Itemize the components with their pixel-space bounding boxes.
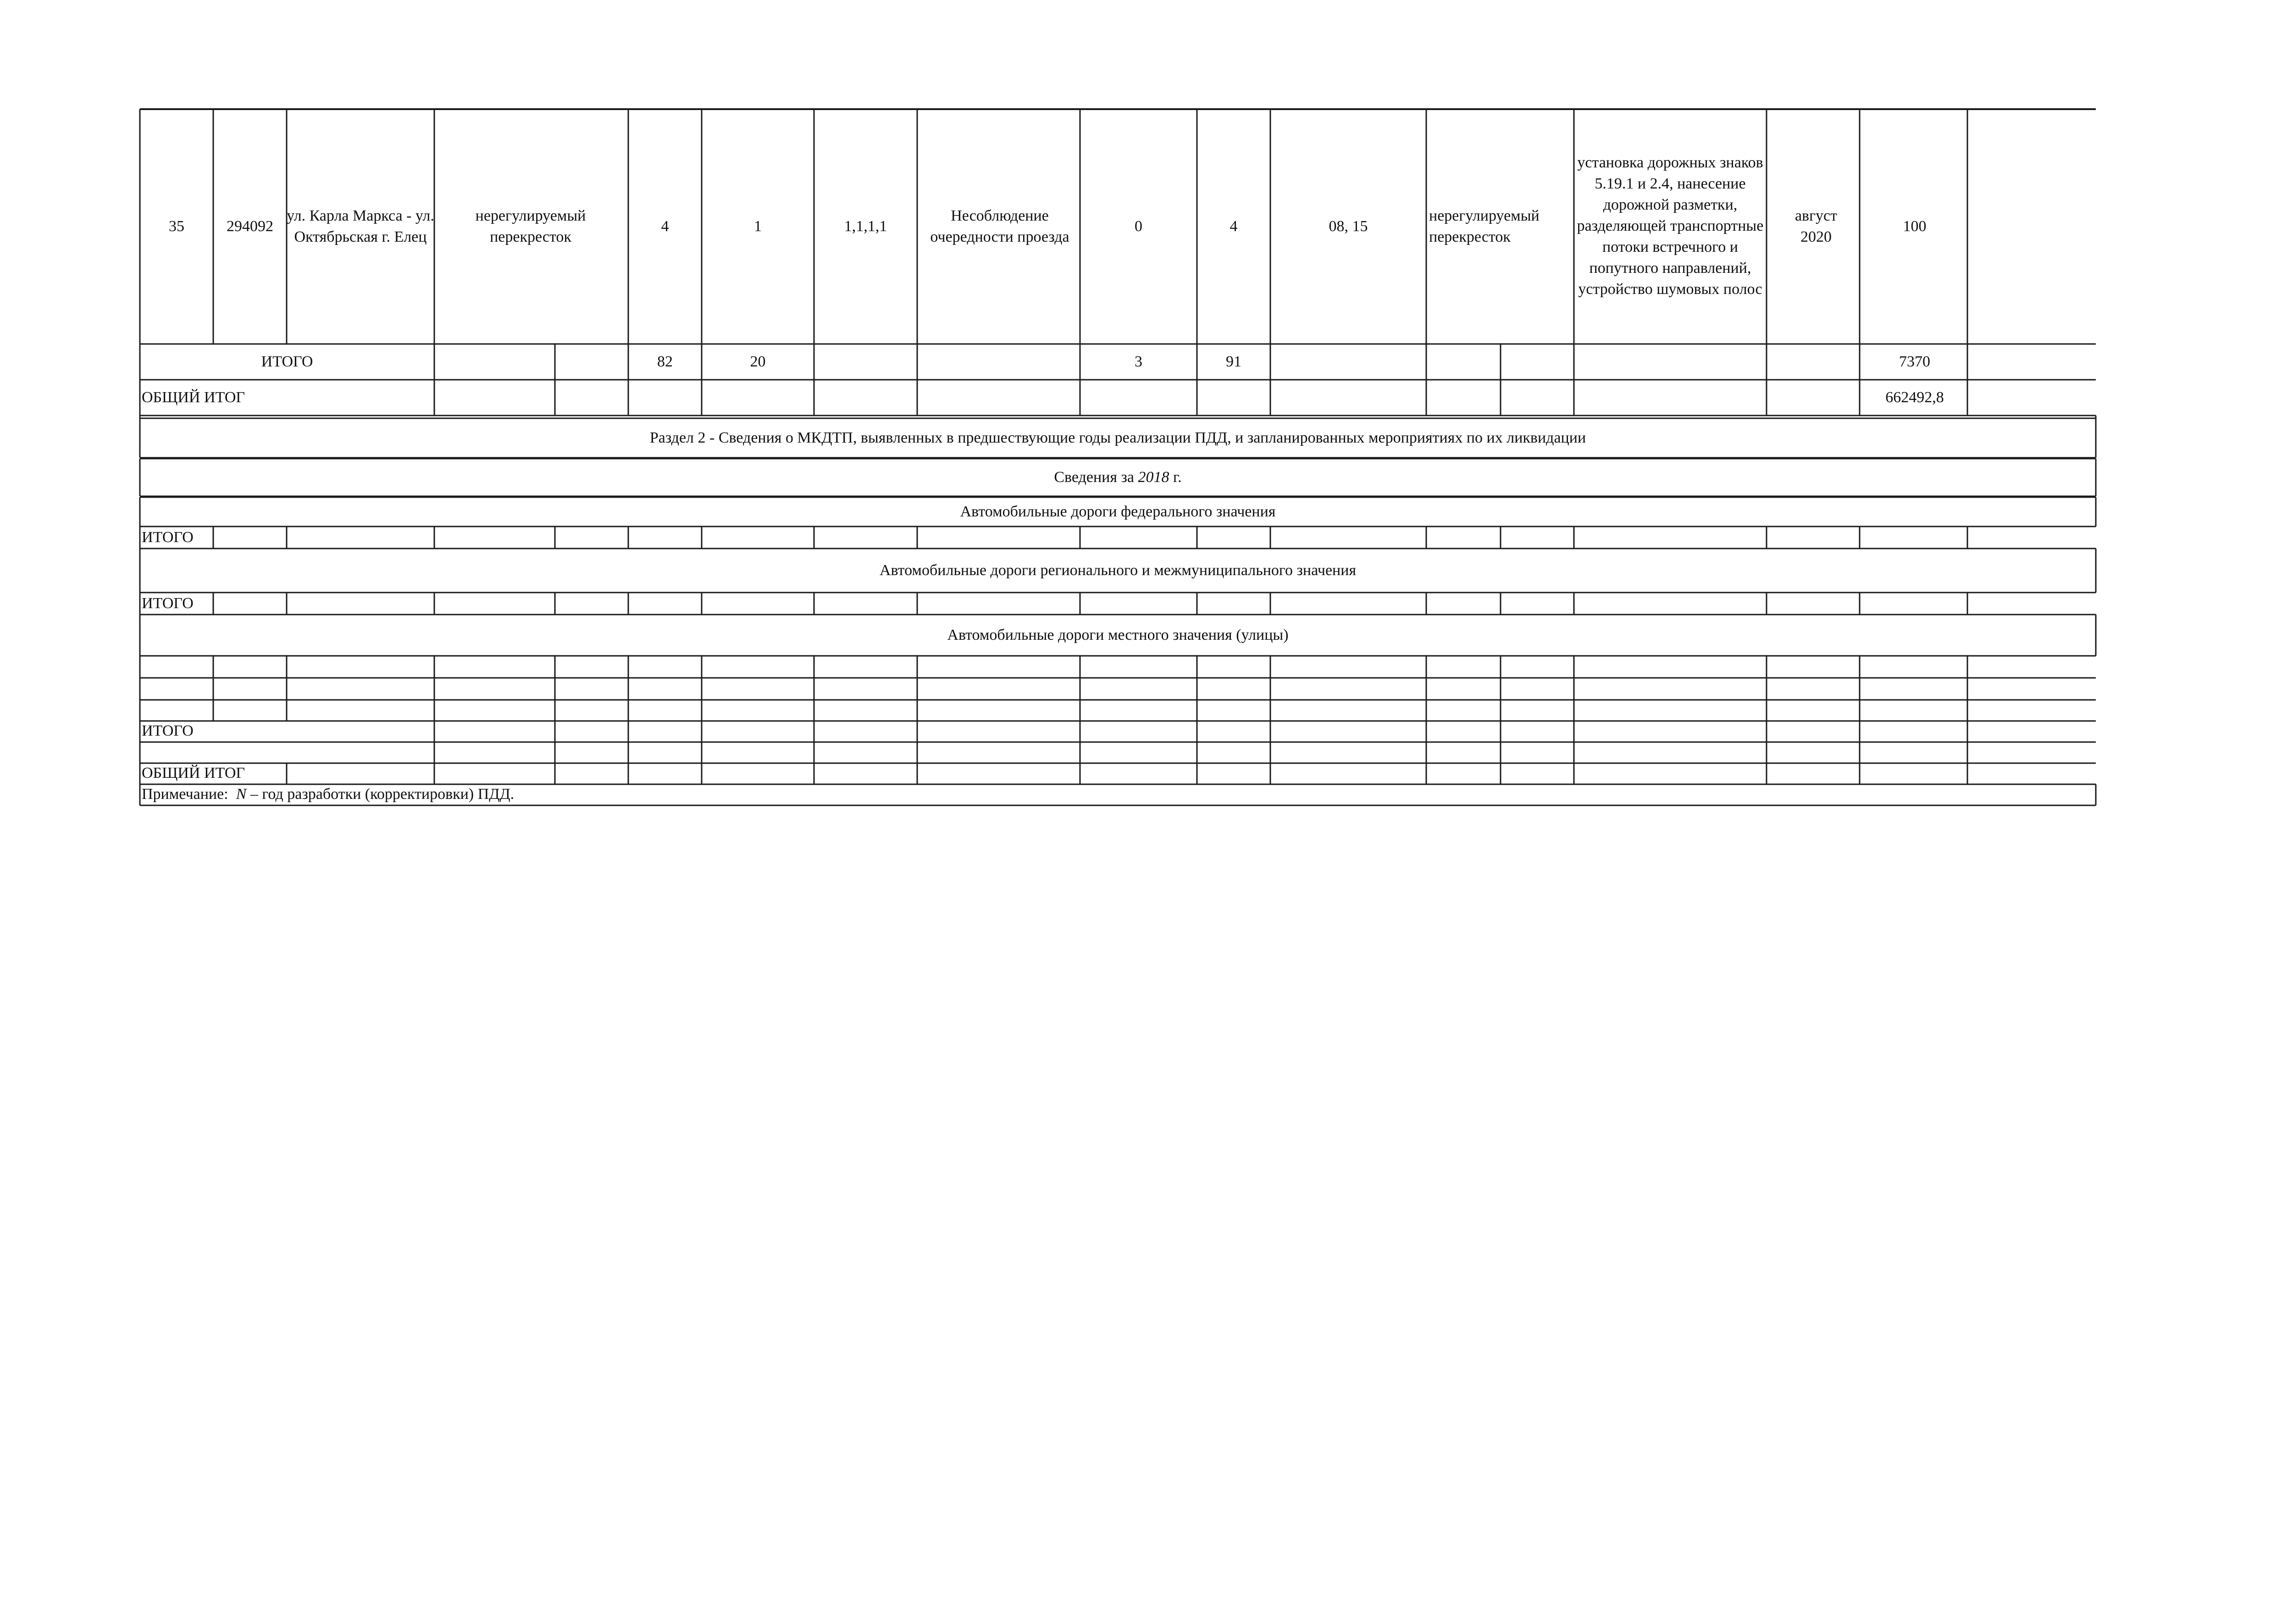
row-date: август 2020 — [1795, 207, 1838, 245]
year-prefix: Сведения за — [1054, 469, 1134, 486]
regional-itogo: ИТОГО — [142, 595, 194, 612]
federal-itogo: ИТОГО — [142, 529, 194, 546]
section2-year-line — [140, 459, 2096, 496]
row-code: 294092 — [227, 218, 273, 235]
itogo-accidents: 82 — [657, 353, 673, 370]
local-total: ОБЩИЙ ИТОГ — [142, 765, 245, 782]
row-place-type-2: нерегулируемый перекресток — [1429, 207, 1540, 245]
itogo-injured: 91 — [1226, 353, 1241, 370]
itogo-cost: 7370 — [1899, 353, 1930, 370]
row-place-type: нерегулируемый перекресток — [475, 207, 586, 245]
total-label: ОБЩИЙ ИТОГ — [142, 389, 245, 406]
itogo-killed: 20 — [750, 353, 766, 370]
row-col-dead: 0 — [1135, 218, 1142, 235]
row-col-codes: 1,1,1,1 — [844, 218, 887, 235]
federal-roads-header: Автомобильные дороги федерального значения — [960, 503, 1276, 520]
row-col-killed: 1 — [754, 218, 762, 235]
row-cause: Несоблюдение очередности проезда — [930, 207, 1069, 245]
total-cost: 662492,8 — [1885, 389, 1944, 406]
local-itogo: ИТОГО — [142, 722, 194, 739]
row-address: ул. Карла Маркса - ул. Октябрьская г. Елец — [287, 207, 434, 245]
itogo-label: ИТОГО — [261, 353, 313, 370]
footnote-var: N — [236, 786, 247, 803]
row-cost: 100 — [1903, 218, 1927, 235]
footnote-text: – год разработки (корректировки) ПДД. — [250, 786, 515, 803]
regional-roads-header: Автомобильные дороги регионального и межмуниципального значения — [879, 562, 1357, 579]
footnote — [140, 784, 2095, 804]
row-number: 35 — [169, 218, 184, 235]
row-measures: установка дорожных знаков 5.19.1 и 2.4, нанесение дорожной разметки, разделяющей транспортные потоки встречного и попутного направлений, устройство шумовых полос — [1577, 154, 1764, 298]
year-suffix: г. — [1173, 469, 1182, 486]
section2-title: Раздел 2 - Сведения о МКДТП, выявленных в предшествующие годы реализации ПДД, и запланированных мероприятиях по их ликвидации — [649, 429, 1586, 446]
row-col-accidents: 4 — [661, 218, 669, 235]
itogo-dead: 3 — [1135, 353, 1142, 370]
year-value: 2018 — [1138, 469, 1169, 486]
row-col-injured: 4 — [1230, 218, 1238, 235]
local-roads-header: Автомобильные дороги местного значения (улицы) — [947, 626, 1289, 643]
footnote-prefix: Примечание: — [142, 786, 228, 803]
row-col-factors: 08, 15 — [1329, 218, 1368, 235]
